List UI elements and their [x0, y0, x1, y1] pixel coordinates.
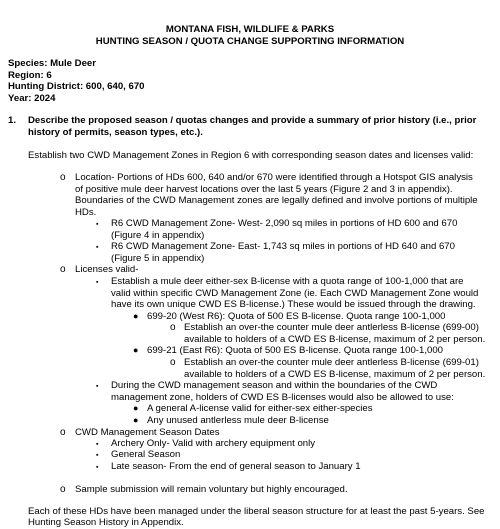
circle-bullet: o	[170, 322, 176, 333]
circle-bullet: o	[60, 427, 66, 438]
establish-line2: valid within specific CWD Management Zone (ie. Each CWD Management Zone would	[111, 287, 479, 299]
unused-b-license: Any unused antlerless mule deer B-license	[147, 415, 329, 426]
year-line: Year: 2024	[8, 93, 56, 104]
circle-bullet: o	[60, 264, 66, 275]
square-bullet: ▪	[96, 383, 99, 390]
closing-line1: Each of these HDs have been managed under the liberal season structure for at least the past 5-years. See	[28, 506, 485, 517]
header-form-title: HUNTING SEASON / QUOTA CHANGE SUPPORTING INFORMATION	[95, 36, 405, 47]
sample-note: Sample submission will remain voluntary but highly encouraged.	[75, 484, 348, 495]
license-699-20: 699-20 (West R6): Quota of 500 ES B-license. Quota range 100-1,000	[147, 311, 446, 322]
circle-bullet: o	[60, 172, 66, 183]
location-line4: HDs.	[75, 206, 97, 218]
dot-bullet: ●	[133, 345, 139, 355]
circle-bullet: o	[170, 357, 176, 368]
license-699-00-item	[184, 322, 496, 345]
establish-line1: Establish a mule deer either-sex B-license with a quota range of 100-1,000 that are	[111, 276, 464, 287]
intro-paragraph: Establish two CWD Management Zones in Region 6 with corresponding season dates and licenses valid:	[28, 150, 474, 161]
zone-west-line2: (Figure 4 in appendix)	[111, 229, 205, 241]
location-line2: of positive mule deer harvest locations over the last 5 years (Figure 2 and 3 in appendix).	[75, 183, 453, 195]
dot-bullet: ●	[133, 403, 139, 413]
late-season: Late season- From the end of general season to January 1	[111, 461, 361, 472]
square-bullet: ▪	[96, 464, 99, 471]
archery-season: Archery Only- Valid with archery equipment only	[111, 438, 316, 449]
square-bullet: ▪	[96, 441, 99, 448]
location-line3: Boundaries of the CWD Management zones are legally defined and involve portions of multiple	[75, 195, 478, 207]
dot-bullet: ●	[133, 311, 139, 321]
season-dates-label: CWD Management Season Dates	[75, 427, 220, 438]
question-text-line1: Describe the proposed season / quotas changes and provide a summary of prior history (i.e., prior	[28, 115, 477, 126]
dot-bullet: ●	[133, 415, 139, 425]
general-a-license: A general A-license valid for either-sex either-species	[147, 403, 373, 414]
license-699-01-line2: available to holders of a CWD ES B-license, maximum of 2 per person.	[184, 368, 486, 380]
during-line1: During the CWD management season and within the boundaries of the CWD	[111, 380, 438, 391]
during-season-item	[111, 380, 496, 403]
license-699-00-line1: Establish an over-the counter mule deer antlerless B-license (699-00)	[184, 322, 479, 333]
zone-east-line2: (Figure 5 in appendix)	[111, 252, 205, 264]
region-line: Region: 6	[8, 70, 52, 81]
square-bullet: ▪	[96, 279, 99, 286]
establish-line3: have its own unique CWD ES B-license.) These would be issued through the drawing.	[111, 299, 476, 311]
establish-license-item	[111, 276, 496, 311]
general-season: General Season	[111, 449, 181, 460]
closing-line2: Hunting Season History in Appendix.	[28, 517, 184, 528]
zone-east-line1: R6 CWD Management Zone- East- 1,743 sq miles in portions of HD 640 and 670	[111, 241, 455, 252]
zone-west-item	[111, 218, 491, 241]
license-699-01-line1: Establish an over-the counter mule deer antlerless B-license (699-01)	[184, 357, 479, 368]
question-number: 1.	[8, 115, 17, 126]
location-line1: Location- Portions of HDs 600, 640 and/or 670 were identified through a Hotspot GIS analysis	[75, 172, 473, 183]
zone-east-item	[111, 241, 491, 264]
zone-west-line1: R6 CWD Management Zone- West- 2,090 sq miles in portions of HD 600 and 670	[111, 218, 458, 229]
during-line2: management zone, holders of CWD ES B-licenses would also be allowed to use:	[111, 391, 454, 403]
licenses-label: Licenses valid-	[75, 264, 139, 275]
license-699-01-item	[184, 357, 496, 380]
square-bullet: ▪	[96, 452, 99, 459]
square-bullet: ▪	[96, 244, 99, 251]
circle-bullet: o	[60, 484, 66, 495]
header-agency: MONTANA FISH, WILDLIFE & PARKS	[165, 24, 335, 35]
license-699-21: 699-21 (East R6): Quota of 500 ES B-license. Quota range 100-1,000	[147, 345, 443, 356]
question-text-line2: history of permits, season types, etc.).	[28, 127, 203, 138]
species-line: Species: Mule Deer	[8, 58, 96, 69]
license-699-00-line2: available to holders of a CWD ES B-license, maximum of 2 per person.	[184, 333, 486, 345]
square-bullet: ▪	[96, 221, 99, 228]
district-line: Hunting District: 600, 640, 670	[8, 81, 145, 92]
location-item	[75, 172, 490, 218]
